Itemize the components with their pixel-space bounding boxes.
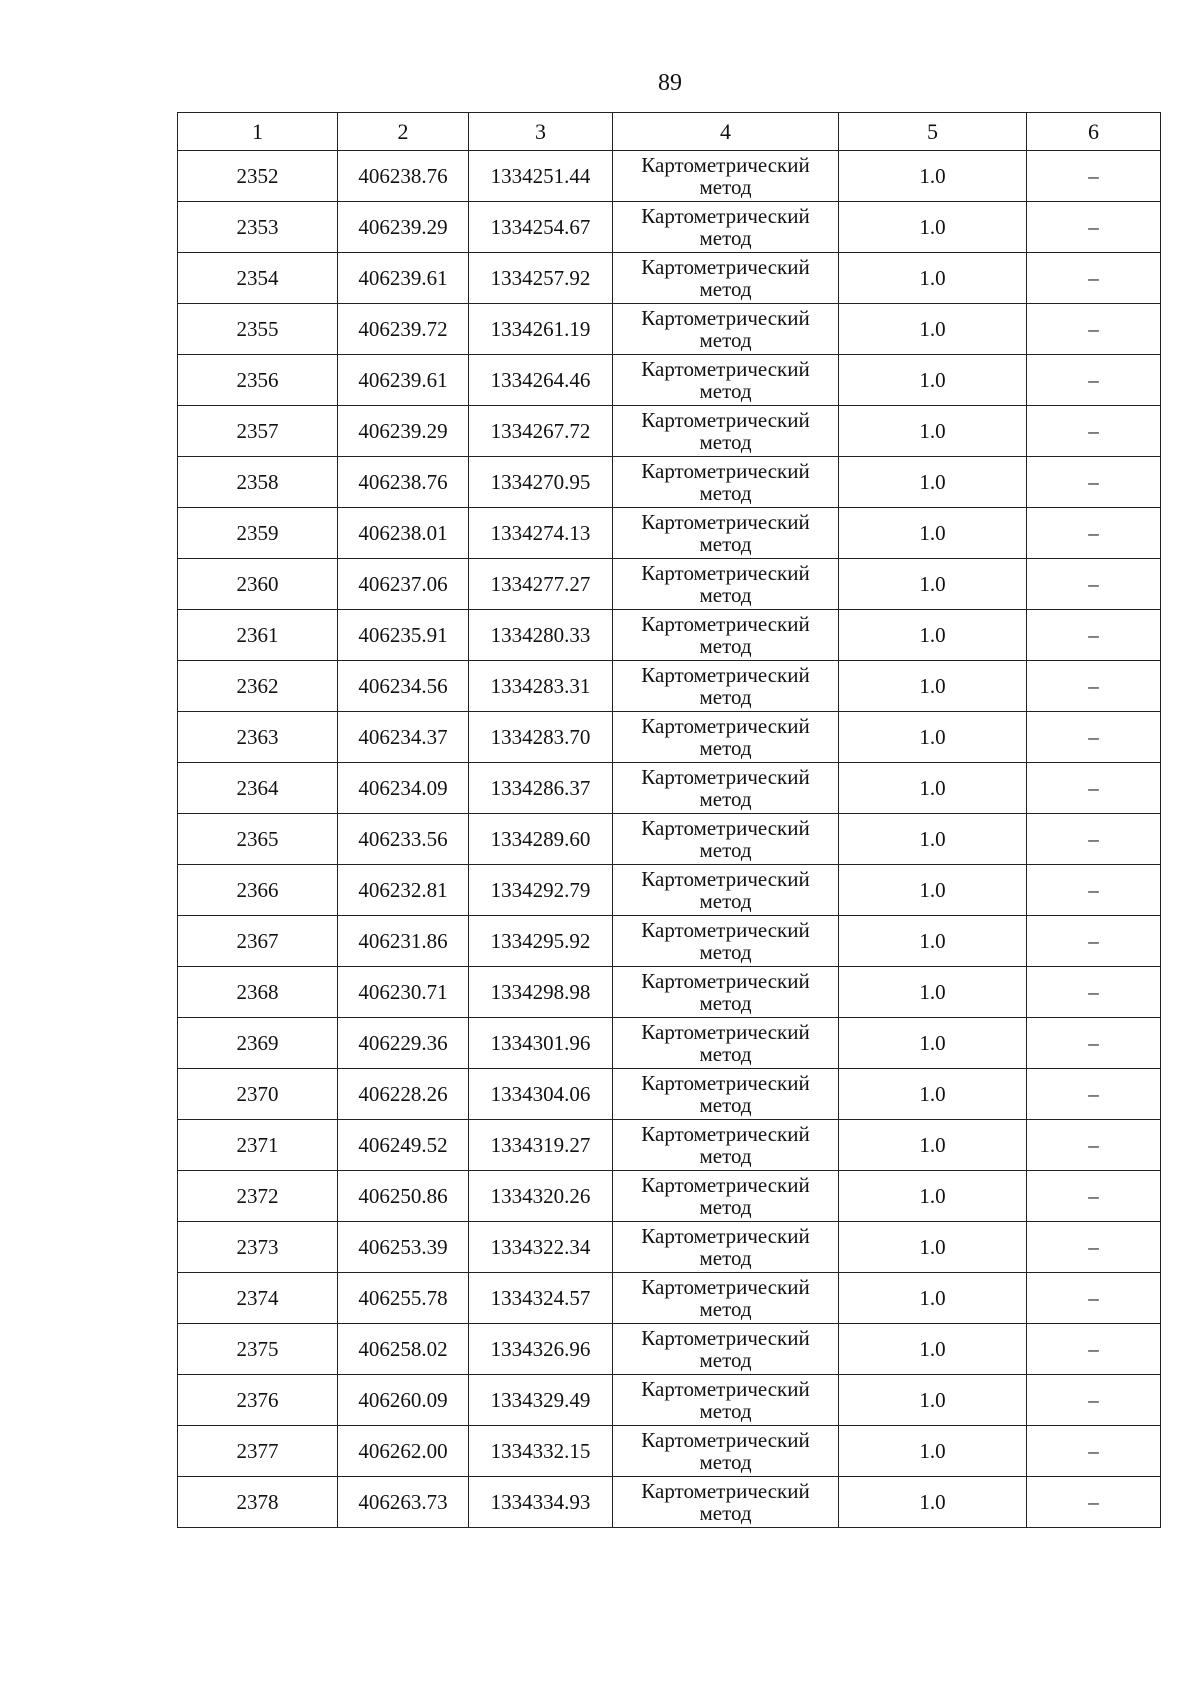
x-coordinate-cell: 406232.81	[338, 865, 469, 916]
x-coordinate-cell: 406234.37	[338, 712, 469, 763]
table-row	[178, 1222, 1161, 1273]
y-coordinate-cell: 1334257.92	[469, 253, 613, 304]
method-text-line: метод	[699, 1501, 752, 1525]
x-coordinate-cell: 406238.76	[338, 457, 469, 508]
y-coordinate-cell: 1334264.46	[469, 355, 613, 406]
method-cell	[613, 865, 839, 916]
method-text-line: Картометрический	[641, 561, 810, 585]
method-cell	[613, 1171, 839, 1222]
point-number-cell: 2356	[178, 355, 338, 406]
table-row	[178, 1324, 1161, 1375]
accuracy-cell: 1.0	[839, 916, 1027, 967]
x-coordinate-cell: 406263.73	[338, 1477, 469, 1528]
note-cell: –	[1027, 151, 1161, 202]
method-text-line: метод	[699, 1246, 752, 1270]
table-row	[178, 967, 1161, 1018]
x-coordinate-cell: 406233.56	[338, 814, 469, 865]
note-cell: –	[1027, 406, 1161, 457]
method-text-line: Картометрический	[641, 663, 810, 687]
method-cell	[613, 916, 839, 967]
table-row	[178, 1426, 1161, 1477]
method-text-line: Картометрический	[641, 204, 810, 228]
method-text-line: Картометрический	[641, 1173, 810, 1197]
point-number-cell: 2378	[178, 1477, 338, 1528]
point-number-cell: 2352	[178, 151, 338, 202]
point-number-cell: 2364	[178, 763, 338, 814]
method-text-line: Картометрический	[641, 765, 810, 789]
method-text-line: метод	[699, 889, 752, 913]
y-coordinate-cell: 1334319.27	[469, 1120, 613, 1171]
note-cell: –	[1027, 1069, 1161, 1120]
y-coordinate-cell: 1334320.26	[469, 1171, 613, 1222]
table-row	[178, 865, 1161, 916]
y-coordinate-cell: 1334283.70	[469, 712, 613, 763]
method-text-line: Картометрический	[641, 1275, 810, 1299]
y-coordinate-cell: 1334332.15	[469, 1426, 613, 1477]
note-cell: –	[1027, 559, 1161, 610]
method-cell	[613, 406, 839, 457]
method-cell	[613, 1375, 839, 1426]
note-cell: –	[1027, 916, 1161, 967]
y-coordinate-cell: 1334289.60	[469, 814, 613, 865]
x-coordinate-cell: 406237.06	[338, 559, 469, 610]
y-coordinate-cell: 1334267.72	[469, 406, 613, 457]
x-coordinate-cell: 406239.61	[338, 253, 469, 304]
table-row	[178, 457, 1161, 508]
accuracy-cell: 1.0	[839, 1273, 1027, 1324]
y-coordinate-cell: 1334286.37	[469, 763, 613, 814]
method-text-line: Картометрический	[641, 867, 810, 891]
point-number-cell: 2370	[178, 1069, 338, 1120]
accuracy-cell: 1.0	[839, 406, 1027, 457]
note-cell: –	[1027, 865, 1161, 916]
x-coordinate-cell: 406235.91	[338, 610, 469, 661]
accuracy-cell: 1.0	[839, 508, 1027, 559]
point-number-cell: 2366	[178, 865, 338, 916]
method-text-line: метод	[699, 787, 752, 811]
method-cell	[613, 967, 839, 1018]
method-text-line: метод	[699, 685, 752, 709]
y-coordinate-cell: 1334277.27	[469, 559, 613, 610]
method-text-line: Картометрический	[641, 714, 810, 738]
accuracy-cell: 1.0	[839, 763, 1027, 814]
note-cell: –	[1027, 1375, 1161, 1426]
x-coordinate-cell: 406231.86	[338, 916, 469, 967]
point-number-cell: 2354	[178, 253, 338, 304]
method-text-line: метод	[699, 838, 752, 862]
note-cell: –	[1027, 202, 1161, 253]
y-coordinate-cell: 1334322.34	[469, 1222, 613, 1273]
method-cell	[613, 1324, 839, 1375]
point-number-cell: 2369	[178, 1018, 338, 1069]
method-text-line: метод	[699, 1348, 752, 1372]
table-row	[178, 814, 1161, 865]
point-number-cell: 2374	[178, 1273, 338, 1324]
method-text-line: Картометрический	[641, 1020, 810, 1044]
table-row	[178, 661, 1161, 712]
y-coordinate-cell: 1334295.92	[469, 916, 613, 967]
accuracy-cell: 1.0	[839, 1426, 1027, 1477]
note-cell: –	[1027, 508, 1161, 559]
x-coordinate-cell: 406260.09	[338, 1375, 469, 1426]
method-text-line: метод	[699, 1450, 752, 1474]
accuracy-cell: 1.0	[839, 304, 1027, 355]
point-number-cell: 2368	[178, 967, 338, 1018]
x-coordinate-cell: 406239.29	[338, 202, 469, 253]
table-row	[178, 1171, 1161, 1222]
point-number-cell: 2358	[178, 457, 338, 508]
accuracy-cell: 1.0	[839, 457, 1027, 508]
method-text-line: метод	[699, 481, 752, 505]
table-row	[178, 1375, 1161, 1426]
table-row	[178, 712, 1161, 763]
method-cell	[613, 1273, 839, 1324]
column-header-3: 3	[469, 113, 613, 151]
method-cell	[613, 1477, 839, 1528]
point-number-cell: 2360	[178, 559, 338, 610]
y-coordinate-cell: 1334251.44	[469, 151, 613, 202]
column-header-4: 4	[613, 113, 839, 151]
method-text-line: метод	[699, 736, 752, 760]
method-text-line: метод	[699, 634, 752, 658]
method-cell	[613, 559, 839, 610]
method-text-line: Картометрический	[641, 255, 810, 279]
accuracy-cell: 1.0	[839, 865, 1027, 916]
method-cell	[613, 1018, 839, 1069]
method-text-line: Картометрический	[641, 1071, 810, 1095]
table-row	[178, 916, 1161, 967]
note-cell: –	[1027, 1324, 1161, 1375]
table-row	[178, 1477, 1161, 1528]
method-text-line: метод	[699, 1093, 752, 1117]
method-cell	[613, 661, 839, 712]
accuracy-cell: 1.0	[839, 610, 1027, 661]
method-text-line: Картометрический	[641, 408, 810, 432]
point-number-cell: 2371	[178, 1120, 338, 1171]
note-cell: –	[1027, 1120, 1161, 1171]
method-text-line: метод	[699, 430, 752, 454]
note-cell: –	[1027, 814, 1161, 865]
table-row	[178, 610, 1161, 661]
accuracy-cell: 1.0	[839, 1018, 1027, 1069]
point-number-cell: 2362	[178, 661, 338, 712]
method-cell	[613, 457, 839, 508]
x-coordinate-cell: 406239.61	[338, 355, 469, 406]
method-text-line: метод	[699, 1144, 752, 1168]
method-text-line: Картометрический	[641, 510, 810, 534]
y-coordinate-cell: 1334301.96	[469, 1018, 613, 1069]
method-text-line: Картометрический	[641, 306, 810, 330]
column-header-5: 5	[839, 113, 1027, 151]
method-cell	[613, 1069, 839, 1120]
method-text-line: Картометрический	[641, 1479, 810, 1503]
table-row	[178, 559, 1161, 610]
method-text-line: Картометрический	[641, 1377, 810, 1401]
y-coordinate-cell: 1334329.49	[469, 1375, 613, 1426]
accuracy-cell: 1.0	[839, 1324, 1027, 1375]
method-cell	[613, 355, 839, 406]
note-cell: –	[1027, 661, 1161, 712]
point-number-cell: 2361	[178, 610, 338, 661]
method-text-line: Картометрический	[641, 459, 810, 483]
accuracy-cell: 1.0	[839, 1222, 1027, 1273]
accuracy-cell: 1.0	[839, 967, 1027, 1018]
x-coordinate-cell: 406239.29	[338, 406, 469, 457]
point-number-cell: 2367	[178, 916, 338, 967]
table-row	[178, 508, 1161, 559]
method-cell	[613, 1426, 839, 1477]
accuracy-cell: 1.0	[839, 151, 1027, 202]
note-cell: –	[1027, 253, 1161, 304]
accuracy-cell: 1.0	[839, 712, 1027, 763]
method-text-line: метод	[699, 532, 752, 556]
accuracy-cell: 1.0	[839, 1171, 1027, 1222]
table-row	[178, 1069, 1161, 1120]
method-text-line: Картометрический	[641, 1428, 810, 1452]
x-coordinate-cell: 406234.09	[338, 763, 469, 814]
accuracy-cell: 1.0	[839, 814, 1027, 865]
note-cell: –	[1027, 967, 1161, 1018]
method-text-line: метод	[699, 1042, 752, 1066]
note-cell: –	[1027, 1171, 1161, 1222]
x-coordinate-cell: 406249.52	[338, 1120, 469, 1171]
point-number-cell: 2353	[178, 202, 338, 253]
method-text-line: Картометрический	[641, 612, 810, 636]
method-text-line: Картометрический	[641, 918, 810, 942]
table-row	[178, 763, 1161, 814]
note-cell: –	[1027, 1018, 1161, 1069]
method-cell	[613, 253, 839, 304]
x-coordinate-cell: 406228.26	[338, 1069, 469, 1120]
method-text-line: Картометрический	[641, 153, 810, 177]
table-row	[178, 202, 1161, 253]
method-text-line: метод	[699, 991, 752, 1015]
point-number-cell: 2376	[178, 1375, 338, 1426]
coordinates-table	[177, 112, 1161, 1528]
accuracy-cell: 1.0	[839, 1120, 1027, 1171]
accuracy-cell: 1.0	[839, 355, 1027, 406]
method-text-line: Картометрический	[641, 1122, 810, 1146]
note-cell: –	[1027, 1426, 1161, 1477]
y-coordinate-cell: 1334292.79	[469, 865, 613, 916]
table-row	[178, 355, 1161, 406]
method-text-line: метод	[699, 226, 752, 250]
point-number-cell: 2373	[178, 1222, 338, 1273]
method-cell	[613, 712, 839, 763]
note-cell: –	[1027, 457, 1161, 508]
method-cell	[613, 814, 839, 865]
point-number-cell: 2355	[178, 304, 338, 355]
point-number-cell: 2365	[178, 814, 338, 865]
method-text-line: Картометрический	[641, 969, 810, 993]
table-row	[178, 151, 1161, 202]
method-text-line: метод	[699, 940, 752, 964]
method-cell	[613, 304, 839, 355]
accuracy-cell: 1.0	[839, 1069, 1027, 1120]
point-number-cell: 2372	[178, 1171, 338, 1222]
accuracy-cell: 1.0	[839, 202, 1027, 253]
y-coordinate-cell: 1334326.96	[469, 1324, 613, 1375]
method-text-line: Картометрический	[641, 1224, 810, 1248]
note-cell: –	[1027, 355, 1161, 406]
y-coordinate-cell: 1334304.06	[469, 1069, 613, 1120]
note-cell: –	[1027, 610, 1161, 661]
y-coordinate-cell: 1334274.13	[469, 508, 613, 559]
table-row	[178, 406, 1161, 457]
table-row	[178, 304, 1161, 355]
method-text-line: метод	[699, 328, 752, 352]
table-row	[178, 1273, 1161, 1324]
method-text-line: метод	[699, 175, 752, 199]
point-number-cell: 2377	[178, 1426, 338, 1477]
table-header-row	[178, 113, 1161, 151]
accuracy-cell: 1.0	[839, 1375, 1027, 1426]
x-coordinate-cell: 406234.56	[338, 661, 469, 712]
y-coordinate-cell: 1334298.98	[469, 967, 613, 1018]
note-cell: –	[1027, 1273, 1161, 1324]
method-cell	[613, 151, 839, 202]
method-text-line: Картометрический	[641, 816, 810, 840]
method-text-line: метод	[699, 1195, 752, 1219]
x-coordinate-cell: 406255.78	[338, 1273, 469, 1324]
y-coordinate-cell: 1334283.31	[469, 661, 613, 712]
method-text-line: метод	[699, 1297, 752, 1321]
method-cell	[613, 1120, 839, 1171]
method-cell	[613, 1222, 839, 1273]
point-number-cell: 2359	[178, 508, 338, 559]
y-coordinate-cell: 1334280.33	[469, 610, 613, 661]
x-coordinate-cell: 406262.00	[338, 1426, 469, 1477]
point-number-cell: 2357	[178, 406, 338, 457]
table-row	[178, 253, 1161, 304]
table-row	[178, 1018, 1161, 1069]
x-coordinate-cell: 406229.36	[338, 1018, 469, 1069]
accuracy-cell: 1.0	[839, 559, 1027, 610]
method-cell	[613, 508, 839, 559]
method-text-line: метод	[699, 379, 752, 403]
accuracy-cell: 1.0	[839, 253, 1027, 304]
accuracy-cell: 1.0	[839, 1477, 1027, 1528]
column-header-1: 1	[178, 113, 338, 151]
note-cell: –	[1027, 763, 1161, 814]
column-header-6: 6	[1027, 113, 1161, 151]
table-body	[178, 151, 1161, 1528]
y-coordinate-cell: 1334324.57	[469, 1273, 613, 1324]
note-cell: –	[1027, 1222, 1161, 1273]
x-coordinate-cell: 406258.02	[338, 1324, 469, 1375]
x-coordinate-cell: 406239.72	[338, 304, 469, 355]
method-cell	[613, 202, 839, 253]
x-coordinate-cell: 406253.39	[338, 1222, 469, 1273]
y-coordinate-cell: 1334261.19	[469, 304, 613, 355]
method-text-line: метод	[699, 277, 752, 301]
x-coordinate-cell: 406230.71	[338, 967, 469, 1018]
point-number-cell: 2375	[178, 1324, 338, 1375]
page-number: 89	[658, 70, 682, 96]
method-cell	[613, 763, 839, 814]
point-number-cell: 2363	[178, 712, 338, 763]
note-cell: –	[1027, 1477, 1161, 1528]
x-coordinate-cell: 406238.76	[338, 151, 469, 202]
accuracy-cell: 1.0	[839, 661, 1027, 712]
y-coordinate-cell: 1334334.93	[469, 1477, 613, 1528]
y-coordinate-cell: 1334254.67	[469, 202, 613, 253]
note-cell: –	[1027, 712, 1161, 763]
method-text-line: метод	[699, 583, 752, 607]
method-text-line: Картометрический	[641, 357, 810, 381]
y-coordinate-cell: 1334270.95	[469, 457, 613, 508]
method-cell	[613, 610, 839, 661]
table-row	[178, 1120, 1161, 1171]
note-cell: –	[1027, 304, 1161, 355]
column-header-2: 2	[338, 113, 469, 151]
x-coordinate-cell: 406238.01	[338, 508, 469, 559]
method-text-line: метод	[699, 1399, 752, 1423]
method-text-line: Картометрический	[641, 1326, 810, 1350]
x-coordinate-cell: 406250.86	[338, 1171, 469, 1222]
